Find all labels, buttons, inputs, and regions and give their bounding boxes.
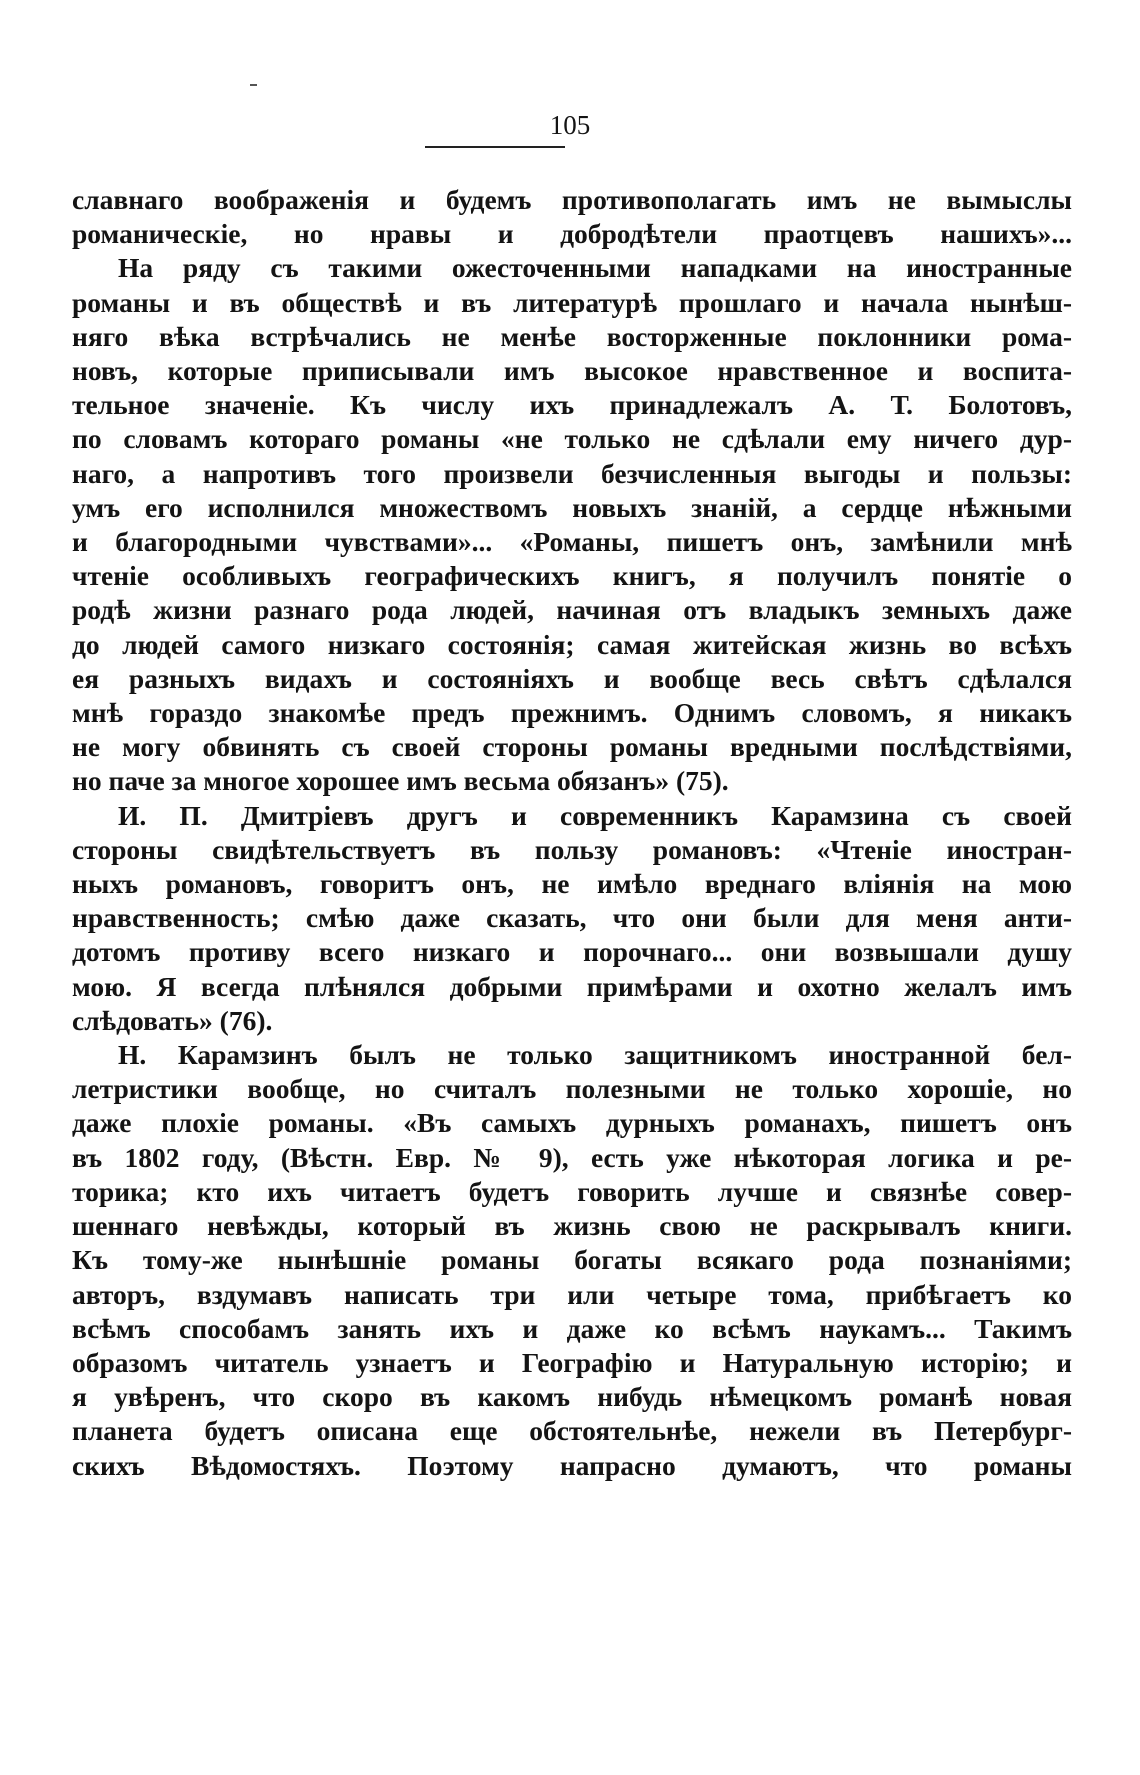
text-line: На ряду съ такими ожесточенными нападками на иностранные — [118, 252, 1072, 284]
text-line: тельное значеніе. Къ числу ихъ принадлежалъ А. Т. Болотовъ, — [72, 389, 1072, 421]
text-line: авторъ, вздумавъ написать три или четыре тома, прибѣгаетъ ко — [72, 1278, 1072, 1310]
text-line: до людей самого низкаго состоянія; самая житейская жизнь во всѣхъ — [72, 628, 1072, 660]
paragraph-1 — [72, 183, 1072, 251]
text-line: планета будетъ описана еще обстоятельнѣе, нежели въ Петербург- — [72, 1415, 1072, 1447]
text-line: няго вѣка встрѣчались не менѣе восторженные поклонники рома- — [72, 320, 1072, 352]
text-line: родѣ жизни разнаго рода людей, начиная отъ владыкъ земныхъ даже — [72, 594, 1072, 626]
text-line: дотомъ противу всего низкаго и порочнаго... они возвышали душу — [72, 936, 1072, 968]
text-line: мою. Я всегда плѣнялся добрыми примѣрами и охотно желалъ имъ — [72, 970, 1072, 1002]
text-line: образомъ читатель узнаетъ и Географію и Натуральную исторію; и — [72, 1346, 1072, 1378]
text-line: слѣдовать» (76). — [72, 1004, 273, 1036]
page-body — [72, 183, 1072, 1483]
text-line: мнѣ гораздо знакомѣе предъ прежнимъ. Однимъ словомъ, я никакъ — [72, 697, 1072, 729]
text-line: скихъ Вѣдомостяхъ. Поэтому напрасно думаютъ, что романы — [72, 1449, 1072, 1481]
text-line: всѣмъ способамъ занять ихъ и даже ко всѣмъ наукамъ... Такимъ — [72, 1312, 1072, 1344]
paragraph-2 — [72, 251, 1072, 798]
text-line: шеннаго невѣжды, который въ жизнь свою не раскрывалъ книги. — [72, 1210, 1072, 1242]
text-line: но паче за многое хорошее имъ весьма обязанъ» (75). — [72, 765, 729, 797]
text-line: чтеніе особливыхъ географическихъ книгъ, я получилъ понятіе о — [72, 560, 1072, 592]
text-line: наго, а напротивъ того произвели безчисленныя выгоды и пользы: — [72, 457, 1072, 489]
page-number: 105 — [549, 110, 591, 140]
text-line: я увѣренъ, что скоро въ какомъ нибудь нѣмецкомъ романѣ новая — [72, 1381, 1072, 1413]
text-line: Н. Карамзинъ былъ не только защитникомъ иностранной бел- — [118, 1039, 1072, 1071]
text-line: въ 1802 году, (Вѣстн. Евр. № 9), есть уже нѣкоторая логика и ре- — [72, 1141, 1072, 1173]
page-number-rule — [425, 146, 565, 148]
text-line: умъ его исполнился множествомъ новыхъ знаній, а сердце нѣжными — [72, 491, 1072, 523]
text-line: романическіе, но нравы и добродѣтели праотцевъ нашихъ»... — [72, 218, 1072, 250]
text-line: стороны свидѣтельствуетъ въ пользу романовъ: «Чтеніе иностран- — [72, 833, 1072, 865]
stray-ink-mark — [250, 84, 257, 86]
text-line: романы и въ обществѣ и въ литературѣ прошлаго и начала нынѣш- — [72, 286, 1072, 318]
text-line: нравственность; смѣю даже сказать, что они были для меня анти- — [72, 902, 1072, 934]
paragraph-3 — [72, 799, 1072, 1038]
text-line: славнаго воображенія и будемъ противополагать имъ не вымыслы — [72, 184, 1072, 215]
text-line: летристики вообще, но считалъ полезными не только хорошіе, но — [72, 1073, 1072, 1105]
text-line: ныхъ романовъ, говоритъ онъ, не имѣло вреднаго вліянія на мою — [72, 868, 1072, 900]
text-line: торика; кто ихъ читаетъ будетъ говорить лучше и связнѣе совер- — [72, 1175, 1072, 1207]
text-line: даже плохіе романы. «Въ самыхъ дурныхъ романахъ, пишетъ онъ — [72, 1107, 1072, 1139]
text-line: И. П. Дмитріевъ другъ и современникъ Карамзина съ своей — [118, 799, 1072, 831]
text-line: по словамъ котораго романы «не только не сдѣлали ему ничего дур- — [72, 423, 1072, 455]
text-line: Къ тому-же нынѣшніе романы богаты всякаго рода познаніями; — [72, 1244, 1072, 1276]
text-line: ея разныхъ видахъ и состояніяхъ и вообще весь свѣтъ сдѣлался — [72, 662, 1072, 694]
paragraph-4 — [72, 1038, 1072, 1483]
text-line: новъ, которые приписывали имъ высокое нравственное и воспита- — [72, 355, 1072, 387]
text-line: не могу обвинять съ своей стороны романы вредными послѣдствіями, — [72, 731, 1072, 763]
text-line: и благородными чувствами»... «Романы, пишетъ онъ, замѣнили мнѣ — [72, 526, 1072, 558]
